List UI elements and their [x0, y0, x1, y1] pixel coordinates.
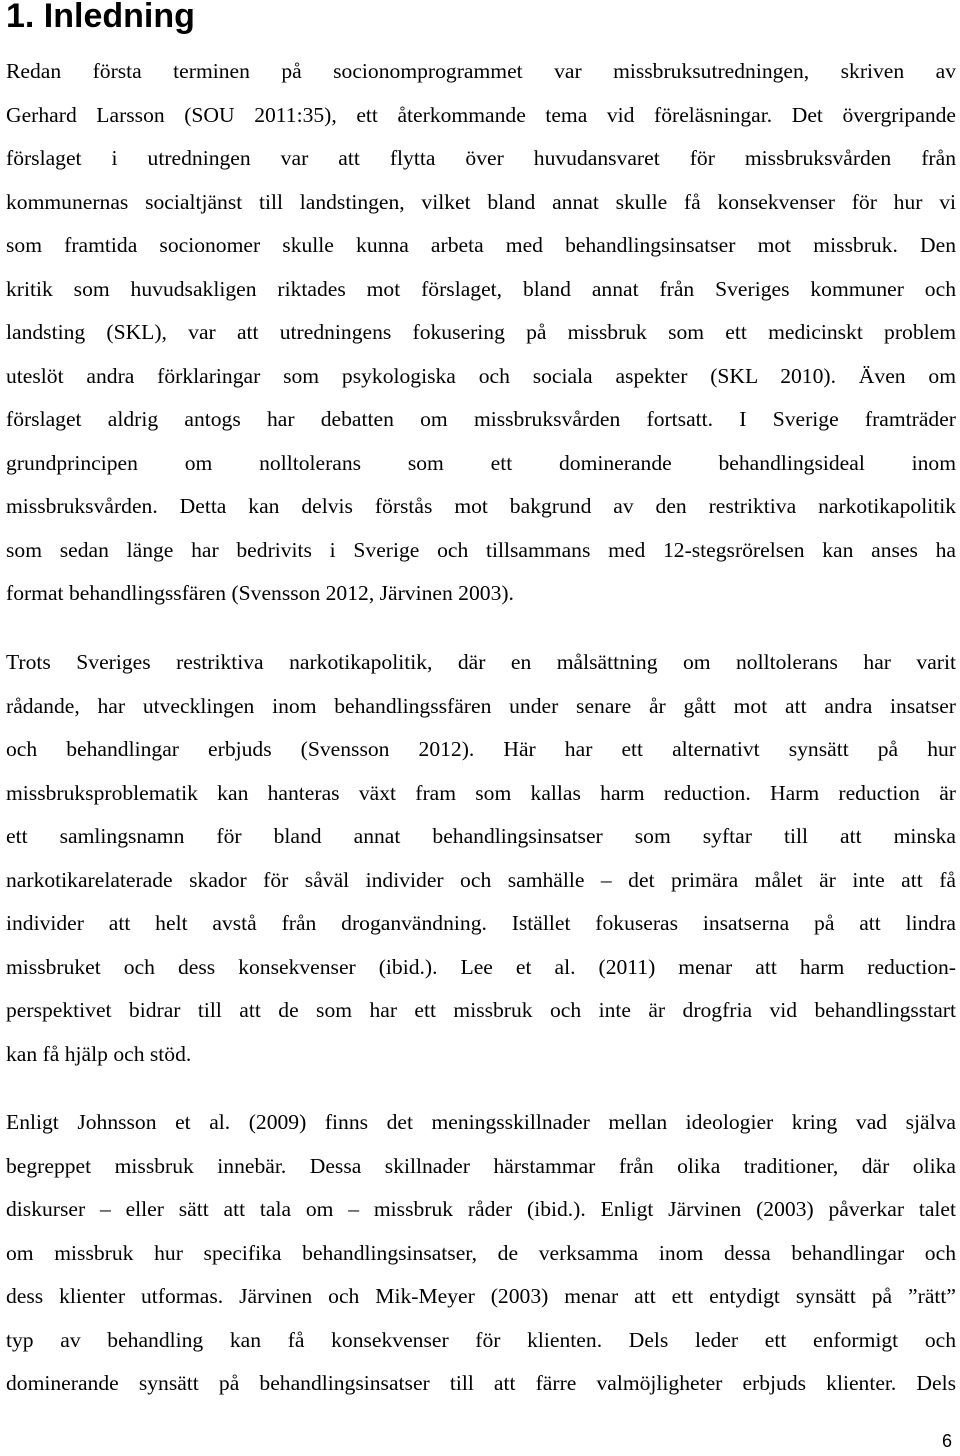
text-line: som framtida socionomer skulle kunna arbeta med behandlingsinsatser mot missbruk. Den	[6, 233, 956, 257]
text-line: diskurser – eller sätt att tala om – missbruk råder (ibid.). Enligt Järvinen (2003) påverkar talet	[6, 1197, 956, 1221]
text-line: Trots Sveriges restriktiva narkotikapolitik, där en målsättning om nolltolerans har varit	[6, 650, 956, 674]
page-number: 6	[941, 1431, 952, 1451]
text-line: kommunernas socialtjänst till landstingen, vilket bland annat skulle få konsekvenser för hur vi	[6, 189, 956, 214]
text-line: dess klienter utformas. Järvinen och Mik-Meyer (2003) menar att ett entydigt synsätt på ”rätt”	[6, 1284, 956, 1308]
paragraph-3	[6, 1101, 956, 1406]
text-line: format behandlingssfären (Svensson 2012, Järvinen 2003).	[6, 581, 514, 605]
text-line: uteslöt andra förklaringar som psykologiska och sociala aspekter (SKL 2010). Även om	[6, 363, 956, 388]
paragraph-2	[6, 641, 956, 1076]
text-line: Redan första terminen på socionomprogrammet var missbruksutredningen, skriven av	[6, 59, 956, 83]
text-line: grundprincipen om nolltolerans som ett dominerande behandlingsideal inom	[6, 450, 956, 475]
text-line: missbruket och dess konsekvenser (ibid.). Lee et al. (2011) menar att harm reduction-	[6, 954, 956, 979]
text-line: som sedan länge har bedrivits i Sverige och tillsammans med 12-stegsrörelsen kan anses ha	[6, 537, 956, 562]
text-line: missbruksvården. Detta kan delvis förstås mot bakgrund av den restriktiva narkotikapolitik	[6, 494, 956, 518]
text-line: kritik som huvudsakligen riktades mot förslaget, bland annat från Sveriges kommuner och	[6, 276, 956, 301]
text-line: begreppet missbruk innebär. Dessa skillnader härstammar från olika traditioner, där olika	[6, 1153, 956, 1178]
text-line: typ av behandling kan få konsekvenser för klienten. Dels leder ett enformigt och	[6, 1327, 956, 1352]
text-line: individer att helt avstå från droganvändning. Istället fokuseras insatserna på att lindra	[6, 911, 956, 935]
text-line: dominerande synsätt på behandlingsinsatser till att färre valmöjligheter erbjuds klienter. Dels	[6, 1371, 956, 1395]
text-line: Enligt Johnsson et al. (2009) finns det meningsskillnader mellan ideologier kring vad själva	[6, 1110, 956, 1134]
text-line: ett samlingsnamn för bland annat behandlingsinsatser som syftar till att minska	[6, 824, 956, 848]
section-heading: 1. Inledning	[6, 0, 195, 35]
text-line: förslaget i utredningen var att flytta över huvudansvaret för missbruksvården från	[6, 146, 956, 170]
text-line: missbruksproblematik kan hanteras växt fram som kallas harm reduction. Harm reduction är	[6, 780, 956, 805]
text-line: och behandlingar erbjuds (Svensson 2012). Här har ett alternativt synsätt på hur	[6, 737, 956, 761]
text-line: kan få hjälp och stöd.	[6, 1041, 192, 1066]
text-line: landsting (SKL), var att utredningens fokusering på missbruk som ett medicinskt problem	[6, 320, 956, 344]
text-line: om missbruk hur specifika behandlingsinsatser, de verksamma inom dessa behandlingar och	[6, 1240, 956, 1265]
paragraph-1	[6, 50, 956, 616]
text-line: rådande, har utvecklingen inom behandlingssfären under senare år gått mot att andra insatser	[6, 693, 956, 718]
text-line: förslaget aldrig antogs har debatten om missbruksvården fortsatt. I Sverige framträder	[6, 407, 956, 431]
text-line: narkotikarelaterade skador för såväl individer och samhälle – det primära målet är inte att få	[6, 867, 956, 892]
text-line: perspektivet bidrar till att de som har ett missbruk och inte är drogfria vid behandlingsstart	[6, 998, 956, 1022]
text-line: Gerhard Larsson (SOU 2011:35), ett återkommande tema vid föreläsningar. Det övergripande	[6, 102, 956, 127]
